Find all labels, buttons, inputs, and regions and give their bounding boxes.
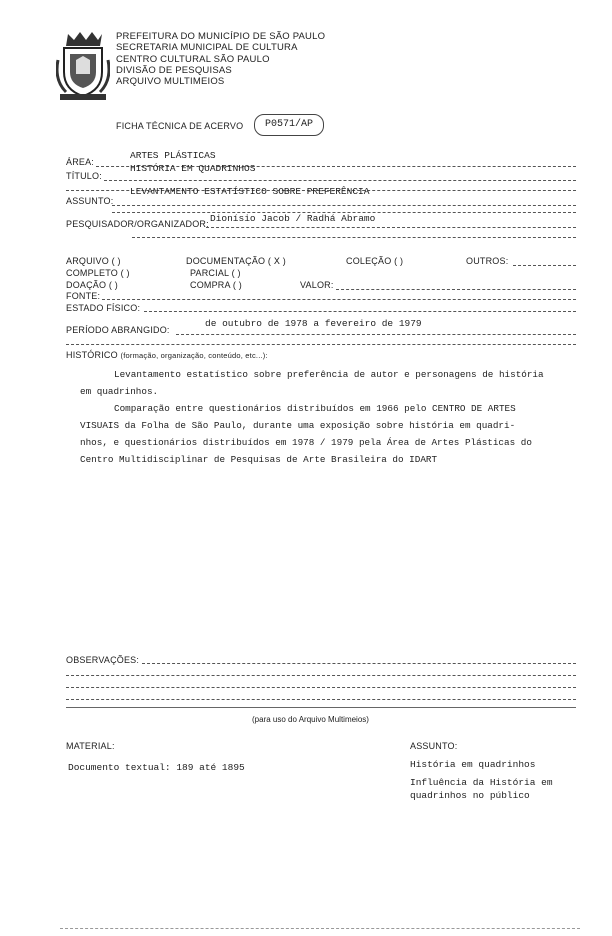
divider bbox=[176, 334, 576, 335]
historico-line: Levantamento estatístico sobre preferência de autor e personagens de história bbox=[114, 369, 544, 380]
titulo-label: TÍTULO: bbox=[66, 171, 102, 181]
assunto-item: quadrinhos no público bbox=[410, 790, 530, 801]
historico-line: Centro Multidisciplinar de Pesquisas de Arte Brasileira do IDART bbox=[80, 454, 438, 465]
assunto-bottom-label: ASSUNTO: bbox=[410, 741, 458, 751]
documentacao-label: DOCUMENTAÇÃO ( bbox=[186, 256, 272, 266]
ficha-label: FICHA TÉCNICA DE ACERVO bbox=[116, 121, 244, 131]
observacoes-label: OBSERVAÇÕES: bbox=[66, 655, 140, 665]
titulo-value: HISTÓRIA EM QUADRINHOS bbox=[130, 163, 256, 174]
area-label: ÁREA: bbox=[66, 157, 95, 167]
divider bbox=[66, 707, 576, 708]
header-line: DIVISÃO DE PESQUISAS bbox=[116, 64, 232, 76]
doacao-checkbox[interactable]: DOAÇÃO ( ) bbox=[66, 280, 119, 290]
outros-label: OUTROS: bbox=[466, 256, 509, 266]
divider bbox=[142, 663, 576, 664]
divider bbox=[112, 205, 576, 206]
ficha-code-stamp bbox=[254, 114, 324, 136]
institution-header bbox=[116, 31, 325, 87]
header-line: CENTRO CULTURAL SÃO PAULO bbox=[116, 53, 270, 65]
historico-label bbox=[66, 350, 268, 360]
historico-text bbox=[80, 366, 544, 468]
periodo-label: PERÍODO ABRANGIDO: bbox=[66, 325, 170, 335]
documentacao-close: ) bbox=[282, 256, 286, 266]
divider bbox=[66, 699, 576, 700]
pesquisador-label: PESQUISADOR/ORGANIZADOR: bbox=[66, 219, 209, 229]
header-line: PREFEITURA DO MUNICÍPIO DE SÃO PAULO bbox=[116, 31, 326, 42]
ficha-code: P0571/AP bbox=[264, 119, 313, 130]
scan-edge bbox=[60, 928, 580, 929]
assunto-item: Influência da História em bbox=[410, 777, 553, 788]
parcial-checkbox[interactable]: PARCIAL ( ) bbox=[190, 268, 241, 278]
historico-line: VISUAIS da Folha de São Paulo, durante uma exposição sobre história em quadri- bbox=[80, 420, 516, 431]
divider bbox=[513, 265, 576, 266]
divider bbox=[206, 227, 576, 228]
estado-label: ESTADO FÍSICO: bbox=[66, 303, 141, 313]
uso-note: (para uso do Arquivo Multimeios) bbox=[252, 715, 369, 724]
header-line: SECRETARIA MUNICIPAL DE CULTURA bbox=[116, 42, 298, 54]
material-label: MATERIAL: bbox=[66, 741, 115, 751]
historico-line: nhos, e questionários distribuídos em 1978 / 1979 pela Área de Artes Plásticas do bbox=[80, 437, 532, 448]
divider bbox=[104, 180, 576, 181]
divider bbox=[336, 289, 576, 290]
assunto-item: História em quadrinhos bbox=[410, 759, 536, 770]
historico-line: Comparação entre questionários distribuídos em 1966 pelo CENTRO DE ARTES bbox=[114, 403, 516, 414]
colecao-checkbox[interactable]: COLEÇÃO ( ) bbox=[346, 256, 404, 266]
documentacao-mark: X bbox=[273, 257, 281, 268]
pesquisador-value: Dionísio Jacob / Radhá Abramo bbox=[210, 213, 376, 224]
assunto-bottom-list bbox=[410, 758, 553, 802]
valor-label: VALOR: bbox=[300, 280, 334, 290]
divider bbox=[66, 344, 576, 345]
assunto-value: LEVANTAMENTO ESTATÍSTICO SOBRE PREFERÊNCIA bbox=[130, 186, 370, 197]
historico-line: em quadrinhos. bbox=[80, 386, 159, 397]
divider bbox=[102, 299, 576, 300]
assunto-label: ASSUNTO: bbox=[66, 196, 114, 206]
historico-title: HISTÓRICO bbox=[66, 350, 118, 360]
divider bbox=[132, 237, 576, 238]
compra-checkbox[interactable]: COMPRA ( ) bbox=[190, 280, 243, 290]
documentacao-checkbox[interactable] bbox=[186, 256, 286, 268]
divider bbox=[144, 311, 576, 312]
material-value: Documento textual: 189 até 1895 bbox=[68, 762, 245, 773]
fonte-label: FONTE: bbox=[66, 291, 101, 301]
header-line: ARQUIVO MULTIMEIOS bbox=[116, 76, 225, 88]
periodo-value: de outubro de 1978 a fevereiro de 1979 bbox=[205, 318, 422, 329]
completo-checkbox[interactable]: COMPLETO ( ) bbox=[66, 268, 130, 278]
area-value: ARTES PLÁSTICAS bbox=[130, 150, 216, 161]
historico-hint: (formação, organização, conteúdo, etc...): bbox=[120, 351, 268, 360]
coat-of-arms-logo bbox=[56, 30, 110, 102]
arquivo-checkbox[interactable]: ARQUIVO ( ) bbox=[66, 256, 121, 266]
divider bbox=[66, 687, 576, 688]
divider bbox=[66, 675, 576, 676]
